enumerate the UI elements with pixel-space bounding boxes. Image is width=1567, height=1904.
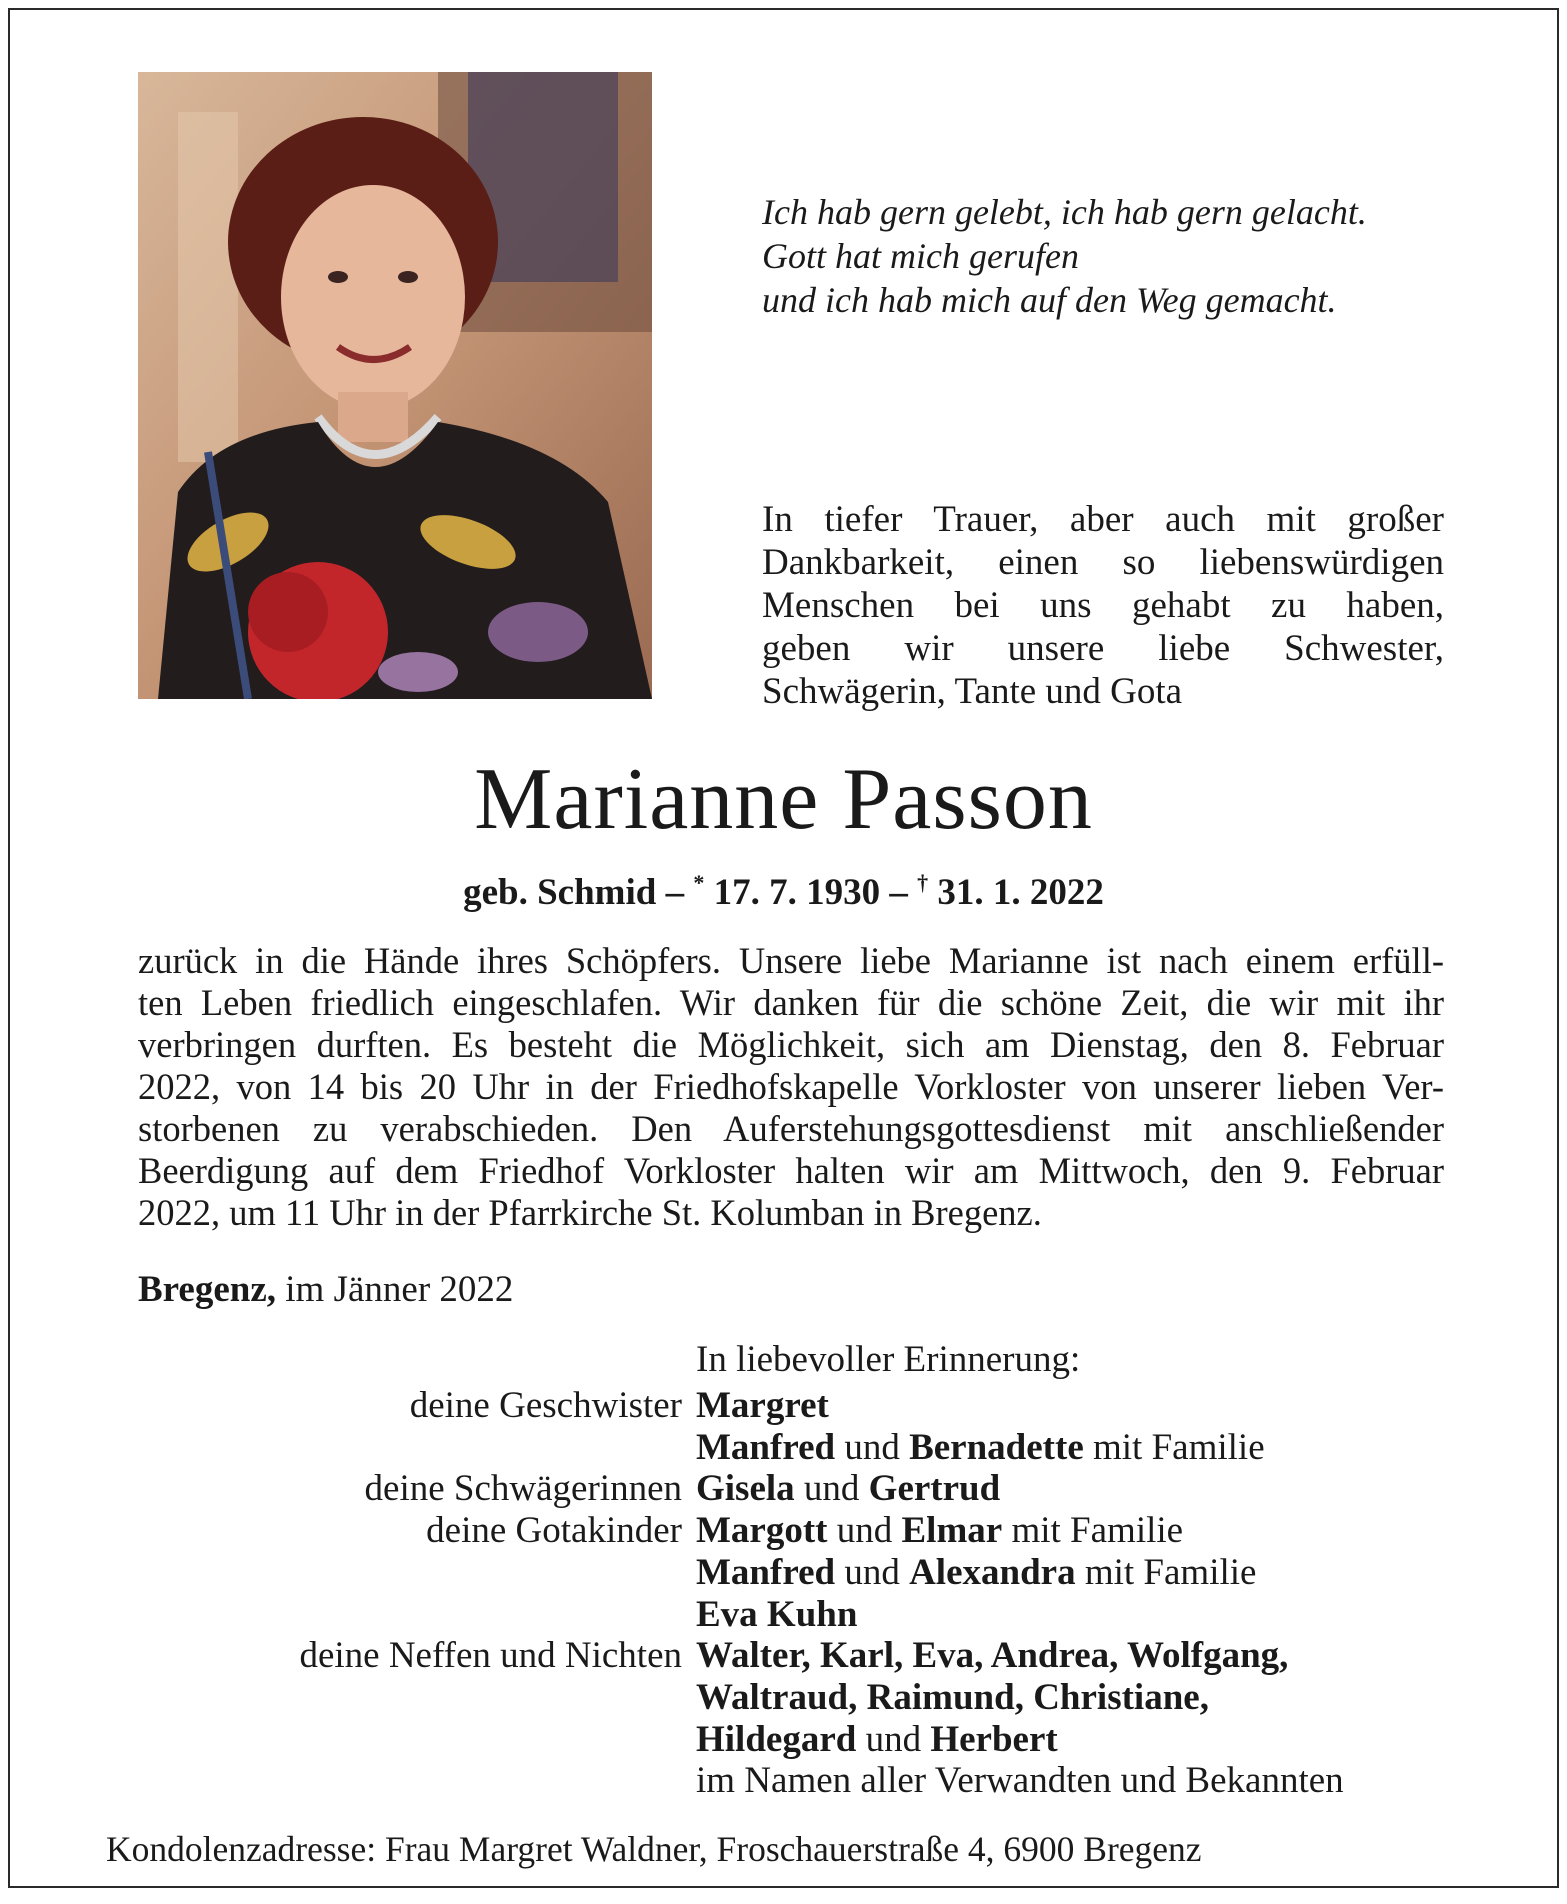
family-names [696,1635,1444,1677]
date-separator: – [880,872,918,913]
quote-line: Ich hab gern gelebt, ich hab gern gelacht. [762,192,1367,232]
birth-star-icon: * [693,870,705,895]
body-line: zurück in die Hände ihres Schöpfers. Unsere liebe Marianne ist nach einem erfüll- [138,940,1444,981]
conjunction: und [856,1718,931,1760]
family-member: Herbert [930,1718,1058,1760]
body-line: 2022, um 11 Uhr in der Pfarrkirche St. Kolumban in Bregenz. [138,1192,1042,1233]
intro-text [762,498,1444,713]
family-row [138,1719,1444,1761]
family-names [696,1594,1444,1636]
deceased-name: Marianne Passon [474,751,1093,848]
family-label [138,1677,696,1719]
family-row [138,1677,1444,1719]
family-member: Margret [696,1385,829,1426]
family-member: Hildegard [696,1718,857,1760]
family-row [138,1385,1444,1427]
place-date [138,1268,513,1311]
portrait-illustration [138,72,652,699]
family-member: Walter, Karl, Eva, Andrea, Wolfgang, [696,1635,1289,1677]
place-city: Bregenz, [138,1269,277,1310]
family-closing: im Namen aller Verwandten und Bekannten [696,1760,1344,1802]
family-names [696,1427,1444,1469]
intro-line: Menschen bei uns gehabt zu haben, [762,585,1444,626]
conjunction: und [835,1426,910,1468]
family-label [138,1552,696,1594]
date-separator: – [656,872,694,913]
family-label: deine Gotakinder [426,1510,682,1552]
family-suffix: mit Familie [1002,1510,1184,1552]
family-member: Bernadette [909,1426,1084,1468]
intro-line: Schwägerin, Tante und Gota [762,671,1183,712]
family-names [696,1552,1444,1594]
family-names [696,1510,1444,1552]
family-label: deine Schwägerinnen [364,1468,682,1510]
family-names [696,1719,1444,1761]
family-row [138,1552,1444,1594]
family-label [138,1594,696,1636]
memorial-quote [762,190,1462,322]
conjunction: und [835,1551,910,1593]
family-member: Alexandra [909,1551,1076,1593]
body-line: storbenen zu verabschieden. Den Auferstehungsgottesdienst mit anschließender [138,1108,1444,1149]
family-member: Manfred [696,1426,836,1468]
family-member: Gertrud [868,1468,1001,1510]
family-names [696,1468,1444,1510]
body-line: 2022, von 14 bis 20 Uhr in der Friedhofskapelle Vorkloster von unserer lieben Ver- [138,1066,1444,1107]
family-member: Elmar [901,1510,1003,1552]
quote-line: Gott hat mich gerufen [762,236,1079,276]
family-label [138,1760,696,1802]
family-names [696,1677,1444,1719]
life-dates [10,870,1557,914]
family-row [138,1594,1444,1636]
family-suffix: mit Familie [1075,1551,1257,1593]
family-member: Eva Kuhn [696,1593,858,1635]
intro-line: Dankbarkeit, einen so liebenswürdigen [762,542,1444,583]
portrait-photo [138,72,652,699]
family-row [138,1510,1444,1552]
birth-name: geb. Schmid [463,872,657,913]
body-line: ten Leben friedlich eingeschlafen. Wir danken für die schöne Zeit, die wir mit ihr [138,982,1444,1023]
death-cross-icon: † [917,870,929,895]
family-member: Waltraud, Raimund, Christiane, [696,1676,1209,1718]
family-label [138,1719,696,1761]
obituary-notice [8,8,1559,1888]
remembrance-heading: In liebevoller Erinnerung: [696,1339,1081,1380]
place-month: im Jänner 2022 [276,1269,514,1310]
family-member: Manfred [696,1551,836,1593]
announcement-text [138,940,1444,1234]
birth-date: 17. 7. 1930 [704,872,881,913]
family-label [138,1427,696,1469]
conjunction: und [794,1468,869,1510]
condolence-address: Kondolenzadresse: Frau Margret Waldner, Froschauerstraße 4, 6900 Bregenz [106,1829,1202,1869]
family-row [138,1468,1444,1510]
family-label: deine Neffen und Nichten [299,1635,682,1677]
conjunction: und [827,1510,902,1552]
family-row [138,1760,1444,1802]
family-member: Gisela [696,1468,795,1510]
intro-line: geben wir unsere liebe Schwester, [762,628,1444,669]
family-row [138,1635,1444,1677]
quote-line: und ich hab mich auf den Weg gemacht. [762,280,1337,320]
family-label: deine Geschwister [409,1385,682,1426]
death-date: 31. 1. 2022 [928,872,1104,913]
family-list [138,1385,1444,1802]
body-line: verbringen durften. Es besteht die Möglichkeit, sich am Dienstag, den 8. Februar [138,1024,1444,1065]
body-line: Beerdigung auf dem Friedhof Vorkloster halten wir am Mittwoch, den 9. Februar [138,1150,1444,1191]
family-member: Margott [696,1510,828,1552]
intro-line: In tiefer Trauer, aber auch mit großer [762,499,1444,540]
family-names [696,1385,1444,1427]
family-row [138,1427,1444,1469]
family-suffix: mit Familie [1083,1426,1265,1468]
